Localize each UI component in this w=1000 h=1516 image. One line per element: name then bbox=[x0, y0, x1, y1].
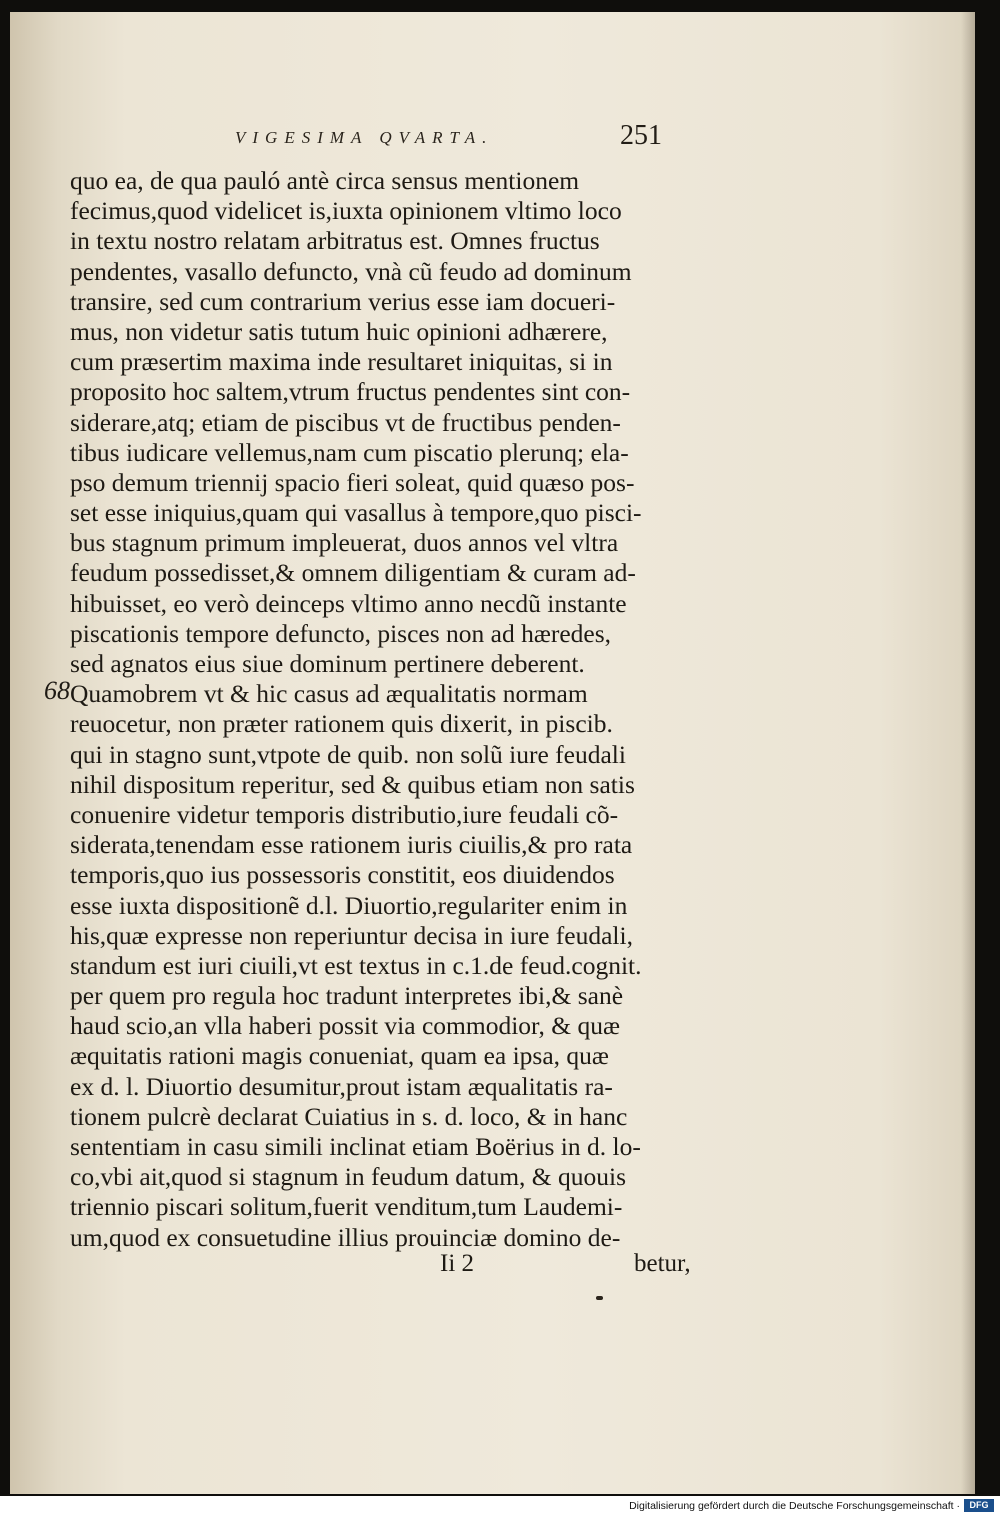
text-line: pso demum triennij spacio fieri soleat, quid quæso pos- bbox=[70, 467, 635, 497]
text-line: per quem pro regula hoc tradunt interpretes ibi,& sanè bbox=[70, 981, 624, 1011]
text-line: siderare,atq; etiam de piscibus vt de fructibus penden- bbox=[70, 407, 621, 437]
text-line: cum præsertim maxima inde resultaret iniquitas, si in bbox=[70, 347, 613, 377]
text-line: Quamobrem vt & hic casus ad æqualitatis normam bbox=[70, 679, 588, 709]
text-line: set esse iniquius,quam qui vasallus à tempore,quo pisci- bbox=[70, 498, 642, 528]
signature-mark: Ii 2 bbox=[440, 1250, 475, 1277]
margin-section-number: 68 bbox=[44, 676, 70, 705]
text-line: siderata,tenendam esse rationem iuris ciuilis,& pro rata bbox=[70, 830, 633, 860]
text-line: proposito hoc saltem,vtrum fructus pendentes sint con- bbox=[70, 377, 631, 407]
text-line: conuenire videtur temporis distributio,iure feudali cõ- bbox=[70, 799, 619, 829]
text-line: esse iuxta dispositionẽ d.l. Diuortio,regulariter enim in bbox=[70, 890, 628, 920]
text-line: piscationis tempore defuncto, pisces non ad hæredes, bbox=[70, 618, 612, 648]
dfg-logo-icon: DFG bbox=[964, 1499, 994, 1512]
text-line: mus, non videtur satis tutum huic opinioni adhærere, bbox=[70, 316, 608, 346]
footer-bar bbox=[0, 1496, 1000, 1516]
text-line: temporis,quo ius possessoris constitit, eos diuidendos bbox=[70, 860, 615, 890]
text-line: transire, sed cum contrarium verius esse iam docueri- bbox=[70, 286, 616, 316]
text-line: æquitatis rationi magis conueniat, quam ea ipsa, quæ bbox=[70, 1041, 609, 1071]
text-line: qui in stagno sunt,vtpote de quib. non solũ iure feudali bbox=[70, 739, 626, 769]
catchword: betur, bbox=[634, 1250, 691, 1277]
ink-mark bbox=[596, 1296, 603, 1300]
text-line: tibus iudicare vellemus,nam cum piscatio plerunq; ela- bbox=[70, 437, 629, 467]
text-line: in textu nostro relatam arbitratus est. Omnes fructus bbox=[70, 226, 600, 256]
page-edge-shadow bbox=[961, 12, 975, 1494]
text-line: hibuisset, eo verò deinceps vltimo anno necdũ instante bbox=[70, 588, 627, 618]
text-line: bus stagnum primum impleuerat, duos annos vel vltra bbox=[70, 528, 619, 558]
text-line: his,quæ expresse non reperiuntur decisa in iure feudali, bbox=[70, 920, 633, 950]
footer-credit: Digitalisierung gefördert durch die Deutsche Forschungsgemeinschaft · bbox=[629, 1500, 960, 1512]
text-line: quo ea, de qua pauló antè circa sensus mentionem bbox=[70, 166, 580, 195]
text-line: co,vbi ait,quod si stagnum in feudum datum, & quouis bbox=[70, 1162, 626, 1192]
text-line: triennio piscari solitum,fuerit venditum,tum Laudemi- bbox=[70, 1192, 623, 1222]
text-line: pendentes, vasallo defuncto, vnà cũ feudo ad dominum bbox=[70, 256, 632, 286]
text-line: feudum possedisset,& omnem diligentiam & curam ad- bbox=[70, 558, 636, 588]
text-line: ex d. l. Diuortio desumitur,prout istam æqualitatis ra- bbox=[70, 1071, 613, 1101]
page-number: 251 bbox=[620, 120, 662, 151]
text-line: nihil dispositum reperitur, sed & quibus etiam non satis bbox=[70, 769, 635, 799]
text-line: reuocetur, non præter rationem quis dixerit, in piscib. bbox=[70, 709, 613, 739]
text-line: tionem pulcrè declarat Cuiatius in s. d. loco, & in hanc bbox=[70, 1101, 628, 1131]
text-line: standum est iuri ciuili,vt est textus in c.1.de feud.cognit. bbox=[70, 950, 642, 980]
text-line: sententiam in casu simili inclinat etiam Boërius in d. lo- bbox=[70, 1132, 641, 1161]
text-line: haud scio,an vlla haberi possit via commodior, & quæ bbox=[70, 1011, 620, 1041]
body-text bbox=[70, 166, 710, 1253]
text-line: sed agnatos eius siue dominum pertinere deberent. bbox=[70, 649, 585, 678]
running-head: VIGESIMA QVARTA. bbox=[235, 128, 494, 147]
text-line: fecimus,quod videlicet is,iuxta opinionem vltimo loco bbox=[70, 196, 622, 226]
text-line: um,quod ex consuetudine illius prouinciæ domino de- bbox=[70, 1222, 621, 1252]
